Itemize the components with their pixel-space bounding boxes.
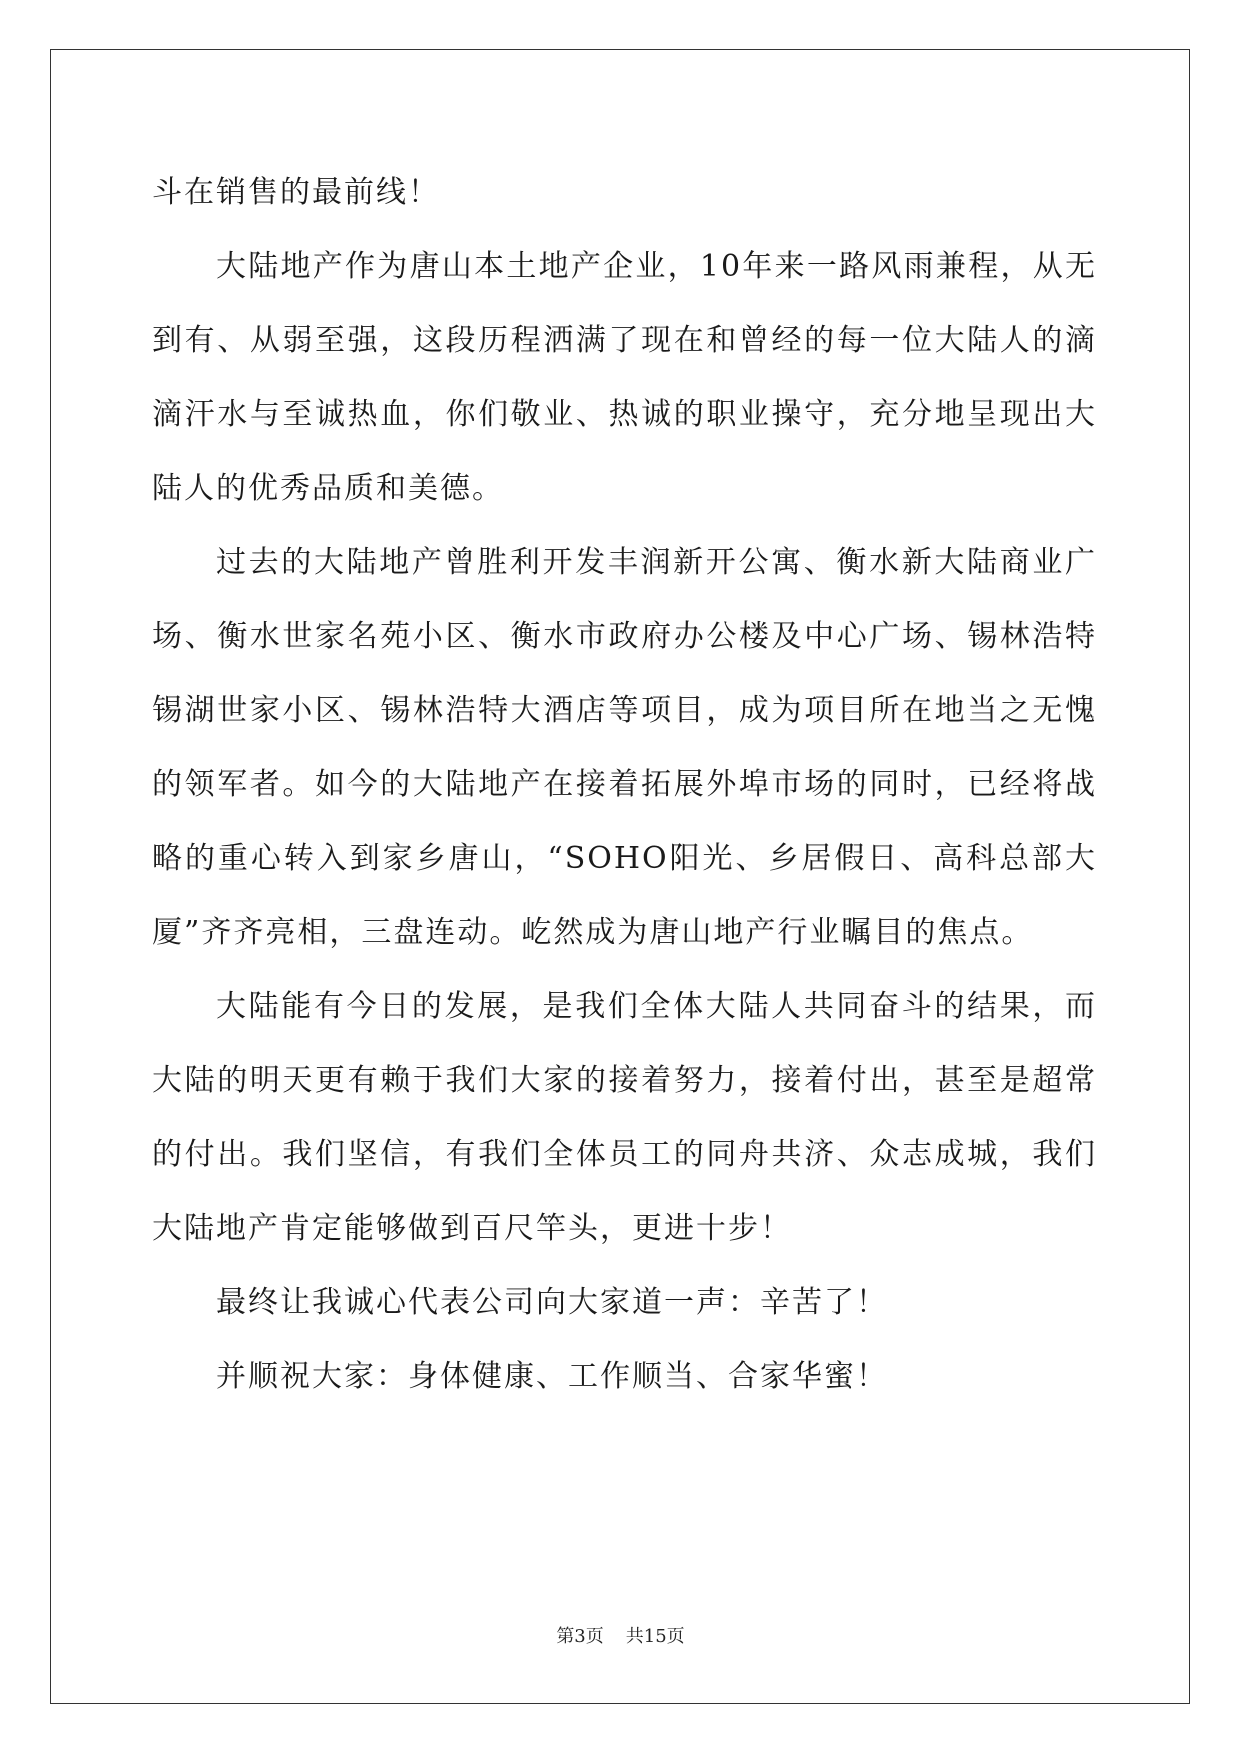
- paragraph-6: 并顺祝大家：身体健康、工作顺当、合家华蜜！: [216, 1359, 888, 1394]
- page-number: 第3页: [556, 1626, 604, 1647]
- paragraph-5: 最终让我诚心代表公司向大家道一声：辛苦了！: [216, 1285, 888, 1320]
- page-total: 共15页: [625, 1626, 685, 1647]
- paragraph-2: 大陆地产作为唐山本土地产企业，10年来一路风雨兼程，从无到有、从弱至强，这段历程洒满了现在和曾经的每一位大陆人的滴滴汗水与至诚热血，你们敬业、热诚的职业操守，充分地呈现出大陆人的优秀品质和美德。: [152, 249, 1097, 506]
- paragraph-4: 大陆能有今日的发展，是我们全体大陆人共同奋斗的结果，而大陆的明天更有赖于我们大家的接着努力，接着付出，甚至是超常的付出。我们坚信，有我们全体员工的同舟共济、众志成城，我们大陆地产肯定能够做到百尺竿头，更进十步！: [152, 989, 1097, 1246]
- document-body: [152, 156, 1097, 1414]
- page-footer: [0, 1625, 1241, 1649]
- paragraph-1: 斗在销售的最前线！: [152, 175, 440, 210]
- paragraph-3: 过去的大陆地产曾胜利开发丰润新开公寓、衡水新大陆商业广场、衡水世家名苑小区、衡水市政府办公楼及中心广场、锡林浩特锡湖世家小区、锡林浩特大酒店等项目，成为项目所在地当之无愧的领军者。如今的大陆地产在接着拓展外埠市场的同时，已经将战略的重心转入到家乡唐山，“SOHO阳光、乡居假日、高科总部大厦”齐齐亮相，三盘连动。屹然成为唐山地产行业瞩目的焦点。: [152, 545, 1097, 950]
